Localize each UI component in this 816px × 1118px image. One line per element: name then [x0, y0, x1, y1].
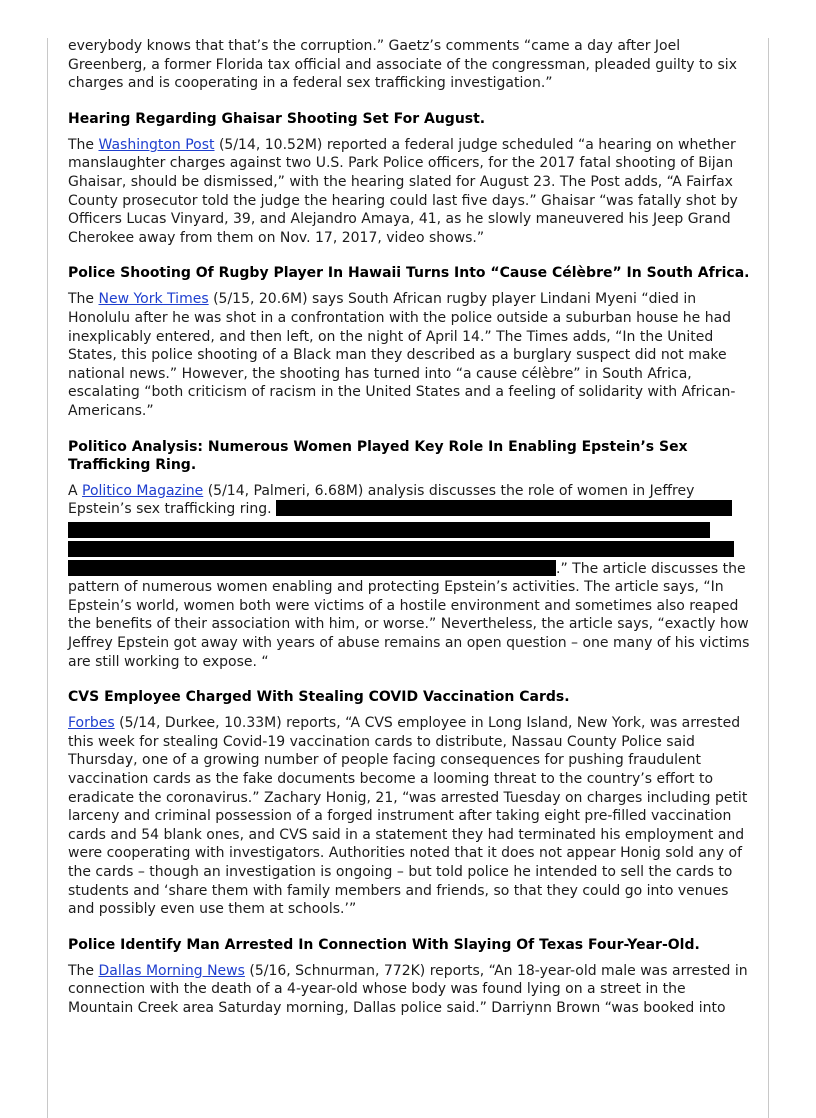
article-prefix: The: [68, 962, 99, 979]
headline-texas: Police Identify Man Arrested In Connection With Slaying Of Texas Four-Year-Old.: [68, 936, 700, 953]
article-cvs: [68, 714, 752, 919]
article-prefix: A: [68, 482, 83, 499]
intro-paragraph: everybody knows that that’s the corruption.” Gaetz’s comments “came a day after Joel Greenberg, a former Florida tax official and associate of the congressman, pleaded guilty to six charges and is cooperating in a federal sex trafficking investigation.”: [68, 38, 737, 92]
source-link-new-york-times[interactable]: New York Times: [98, 291, 209, 308]
article-prefix: The: [68, 136, 99, 153]
redaction-bar: [68, 522, 710, 538]
article-body-continued: .” The article discusses the pattern of numerous women enabling and protecting Epstein’s activities. The article says, “In Epstein’s world, women both were victims of a hostile environment and sometimes also reaped the benefits of their association with him, or worse.” Nevertheless, the article says, “exactly how Jeffrey Epstein got away with years of abuse remains an open question – one many of his victims are still working to expose. “: [68, 560, 750, 670]
source-link-politico-magazine[interactable]: Politico Magazine: [82, 482, 204, 499]
source-link-dallas-morning-news[interactable]: Dallas Morning News: [98, 962, 245, 979]
source-link-washington-post[interactable]: Washington Post: [98, 136, 215, 153]
article-prefix: The: [68, 291, 99, 308]
headline-ghaisar: Hearing Regarding Ghaisar Shooting Set For August.: [68, 110, 486, 127]
redaction-bar: [68, 541, 734, 557]
article-body: (5/14, 10.52M) reported a federal judge scheduled “a hearing on whether manslaughter charges against two U.S. Park Police officers, for the 2017 fatal shooting of Bijan Ghaisar, should be dismissed,” with the hearing slated for August 23. The Post adds, “A Fairfax County prosecutor told the judge the hearing could last five days.” Ghaisar “was fatally shot by Officers Lucas Vinyard, 39, and Alejandro Amaya, 41, as he slowly maneuvered his Jeep Grand Cherokee away from them on Nov. 17, 2017, video shows.”: [68, 136, 738, 246]
document-body: [68, 37, 752, 1035]
article-epstein: [68, 482, 752, 672]
redaction-bar: [68, 560, 556, 576]
article-body: (5/14, Palmeri, 6.68M) analysis discusses the role of women in Jeffrey Epstein’s sex trafficking ring.: [68, 482, 695, 518]
article-texas: [68, 962, 752, 1018]
headline-rugby: Police Shooting Of Rugby Player In Hawaii Turns Into “Cause Célèbre” In South Africa.: [68, 265, 750, 282]
headline-epstein: Politico Analysis: Numerous Women Played Key Role In Enabling Epstein’s Sex Trafficking Ring.: [68, 438, 688, 473]
article-body: (5/16, Schnurman, 772K) reports, “An 18-year-old male was arrested in connection with the death of a 4-year-old whose body was found lying on a street in the Mountain Creek area Saturday morning, Dallas police said.” Darriynn Brown “was booked into: [68, 962, 748, 1016]
article-body: (5/15, 20.6M) says South African rugby player Lindani Myeni “died in Honolulu after he was shot in a confrontation with the police outside a suburban house he had inexplicably entered, and then left, on the night of April 14.” The Times adds, “In the United States, this police shooting of a Black man they described as a burglary suspect did not make national news.” However, the shooting has turned into “a cause célèbre” in South Africa, escalating “both criticism of racism in the United States and a feeling of solidarity with African-Americans.”: [68, 291, 736, 419]
redaction-bar: [276, 500, 732, 516]
source-link-forbes[interactable]: Forbes: [68, 715, 115, 732]
article-rugby: [68, 290, 752, 420]
article-body: (5/14, Durkee, 10.33M) reports, “A CVS employee in Long Island, New York, was arrested this week for stealing Covid-19 vaccination cards to distribute, Nassau County Police said Thursday, one of a growing number of people facing consequences for pushing fraudulent vaccination cards as the fake documents become a looming threat to the country’s effort to eradicate the coronavirus.” Zachary Honig, 21, “was arrested Tuesday on charges including petit larceny and criminal possession of a forged instrument after taking eight pre-filled vaccination cards and 54 blank ones, and CVS said in a statement they had terminated his employment and were cooperating with investigators. Authorities noted that it does not appear Honig sold any of the cards – though an investigation is ongoing – but told police he intended to sell the cards to students and ‘share them with family members and friends, so that they could go into venues and possibly even use them at schools.’”: [68, 715, 748, 918]
headline-cvs: CVS Employee Charged With Stealing COVID Vaccination Cards.: [68, 689, 570, 706]
article-ghaisar: [68, 136, 752, 248]
